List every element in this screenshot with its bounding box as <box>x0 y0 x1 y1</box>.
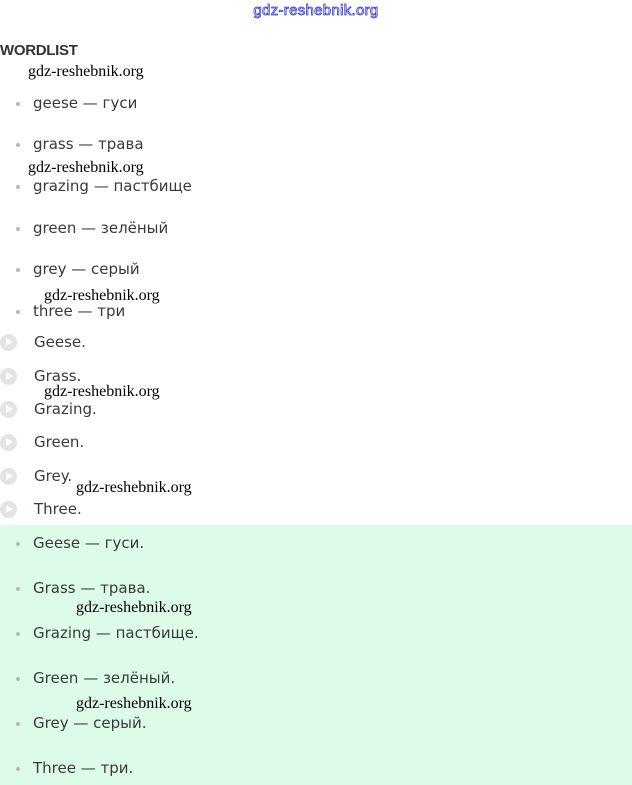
watermark: gdz-reshebnik.org <box>28 63 144 80</box>
bullet-icon <box>16 722 20 726</box>
audio-item-label: Geese. <box>34 333 86 351</box>
bullet-icon <box>16 632 20 636</box>
list-item-text: Grey — серый. <box>33 714 147 732</box>
bullet-icon <box>16 677 20 681</box>
list-item-text: green — зелёный <box>33 219 169 237</box>
audio-item <box>0 467 72 485</box>
watermark: gdz-reshebnik.org <box>28 159 144 176</box>
list-item <box>16 260 140 278</box>
list-item <box>16 669 175 687</box>
bullet-icon <box>16 587 20 591</box>
bullet-icon <box>16 185 20 189</box>
watermark: gdz-reshebnik.org <box>44 287 160 304</box>
list-item <box>16 579 150 597</box>
bullet-icon <box>16 268 20 272</box>
list-item-text: grass — трава <box>33 135 144 153</box>
list-item-text: Three — три. <box>33 759 134 777</box>
bullet-icon <box>16 542 20 546</box>
audio-item-label: Green. <box>34 433 85 451</box>
list-item-text: Green — зелёный. <box>33 669 176 687</box>
bullet-icon <box>16 143 20 147</box>
play-icon[interactable] <box>0 368 17 385</box>
list-item-text: three — три <box>33 302 126 320</box>
list-item <box>16 219 168 237</box>
bullet-icon <box>16 227 20 231</box>
audio-item <box>0 333 86 351</box>
audio-item <box>0 400 97 418</box>
audio-item-label: Grazing. <box>34 400 97 418</box>
bullet-icon <box>16 102 20 106</box>
play-icon[interactable] <box>0 434 17 451</box>
list-item <box>16 177 192 195</box>
watermark: gdz-reshebnik.org <box>76 695 192 712</box>
list-item-text: Grazing — пастбище. <box>33 624 199 642</box>
audio-item-label: Grey. <box>34 467 73 485</box>
list-item-text: Grass — трава. <box>33 579 151 597</box>
list-item <box>16 534 144 552</box>
play-icon[interactable] <box>0 468 17 485</box>
play-icon[interactable] <box>0 401 17 418</box>
list-item <box>16 94 137 112</box>
list-item-text: Geese — гуси. <box>33 534 145 552</box>
watermark: gdz-reshebnik.org <box>76 599 192 616</box>
play-icon[interactable] <box>0 334 17 351</box>
list-item <box>16 759 133 777</box>
audio-item-label: Grass. <box>34 367 82 385</box>
list-item <box>16 714 146 732</box>
audio-item-label: Three. <box>34 500 82 518</box>
bullet-icon <box>16 767 20 771</box>
list-item-text: grey — серый <box>33 260 140 278</box>
audio-item <box>0 433 84 451</box>
watermark: gdz-reshebnik.org <box>44 383 160 400</box>
watermark: gdz-reshebnik.org <box>76 479 192 496</box>
site-link[interactable]: gdz-reshebnik.org <box>253 2 379 19</box>
bullet-icon <box>16 310 20 314</box>
list-item-text: grazing — пастбище <box>33 177 192 195</box>
audio-item <box>0 500 82 518</box>
play-icon[interactable] <box>0 501 17 518</box>
answer-block <box>0 525 632 785</box>
list-item <box>16 135 144 153</box>
section-title: WORDLIST <box>0 42 78 59</box>
list-item <box>16 624 199 642</box>
list-item-text: geese — гуси <box>33 94 138 112</box>
